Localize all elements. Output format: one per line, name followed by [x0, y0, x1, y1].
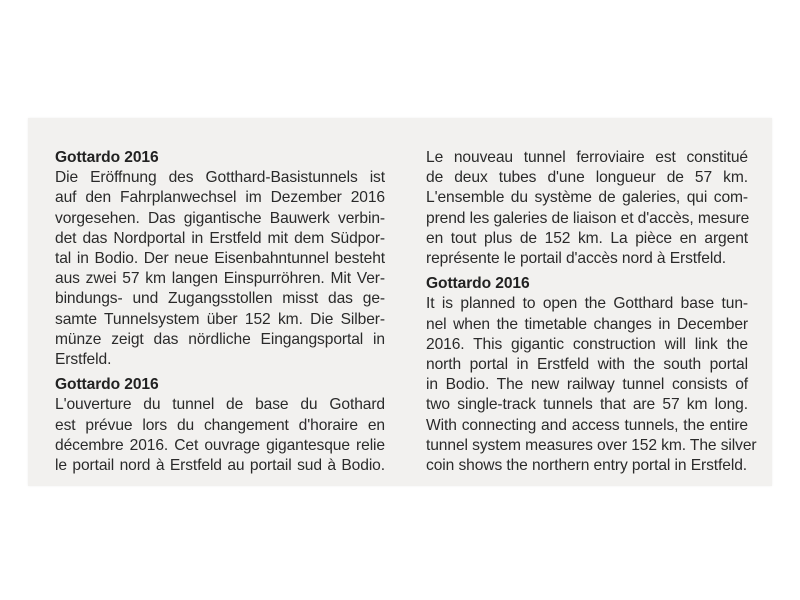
text-line: auf den Fahrplanwechsel im Dezember 2016: [55, 189, 385, 207]
section-heading: Gottardo 2016: [55, 149, 159, 166]
text-line: tal in Bodio. Der neue Eisenbahntunnel besteht: [55, 250, 385, 268]
text-line: münze zeigt das nördliche Eingangsportal in: [55, 330, 385, 348]
section-heading: Gottardo 2016: [55, 376, 159, 394]
text-line: le portail nord à Erstfeld au portail sud à Bodio.: [55, 457, 385, 475]
section-french-continued: [426, 148, 748, 269]
text-line: With connecting and access tunnels, the entire: [426, 416, 748, 434]
section-french: [55, 375, 385, 476]
text-line: 2016. This gigantic construction will link the: [426, 335, 748, 353]
right-column: [426, 148, 757, 476]
text-line: est prévue lors du changement d'horaire en: [55, 416, 385, 434]
text-line: in Bodio. The new railway tunnel consists of: [426, 376, 748, 394]
text-line: prend les galeries de liaison et d'accès, mesure: [426, 209, 750, 227]
text-line: det das Nordportal in Erstfeld mit dem Südpor-: [55, 229, 385, 247]
text-line: aus zwei 57 km langen Einspurröhren. Mit Ver-: [55, 270, 385, 288]
text-line: Die Eröffnung des Gotthard-Basistunnels ist: [55, 169, 385, 187]
text-line: tunnel system measures over 152 km. The silver: [426, 436, 757, 454]
text-line: Erstfeld.: [55, 351, 112, 369]
section-heading: Gottardo 2016: [426, 275, 530, 293]
document-paper: [28, 118, 772, 486]
text-line: Le nouveau tunnel ferroviaire est constitué: [426, 149, 748, 166]
text-line: two single-track tunnels that are 57 km long.: [426, 396, 748, 414]
text-line: de deux tubes d'une longueur de 57 km.: [426, 169, 748, 187]
text-line: coin shows the northern entry portal in Erstfeld.: [426, 457, 748, 475]
left-column: [55, 148, 385, 476]
text-line: représente le portail d'accès nord à Erstfeld.: [426, 250, 727, 268]
text-line: L'ensemble du système de galeries, qui com-: [426, 189, 748, 207]
section-english: [426, 274, 757, 476]
text-line: en tout plus de 152 km. La pièce en argent: [426, 229, 748, 247]
text-line: north portal in Erstfeld with the south portal: [426, 356, 748, 374]
text-line: vorgesehen. Das gigantische Bauwerk verbin-: [55, 209, 385, 227]
section-german: [55, 148, 385, 370]
text-line: bindungs- und Zugangsstollen misst das ge-: [55, 290, 385, 308]
text-line: L'ouverture du tunnel de base du Gothard: [55, 396, 385, 414]
text-line: It is planned to open the Gotthard base tun-: [426, 295, 748, 313]
text-line: décembre 2016. Cet ouvrage gigantesque relie: [55, 436, 385, 454]
text-line: nel when the timetable changes in December: [426, 315, 748, 333]
text-line: samte Tunnelsystem über 152 km. Die Silber-: [55, 310, 385, 328]
